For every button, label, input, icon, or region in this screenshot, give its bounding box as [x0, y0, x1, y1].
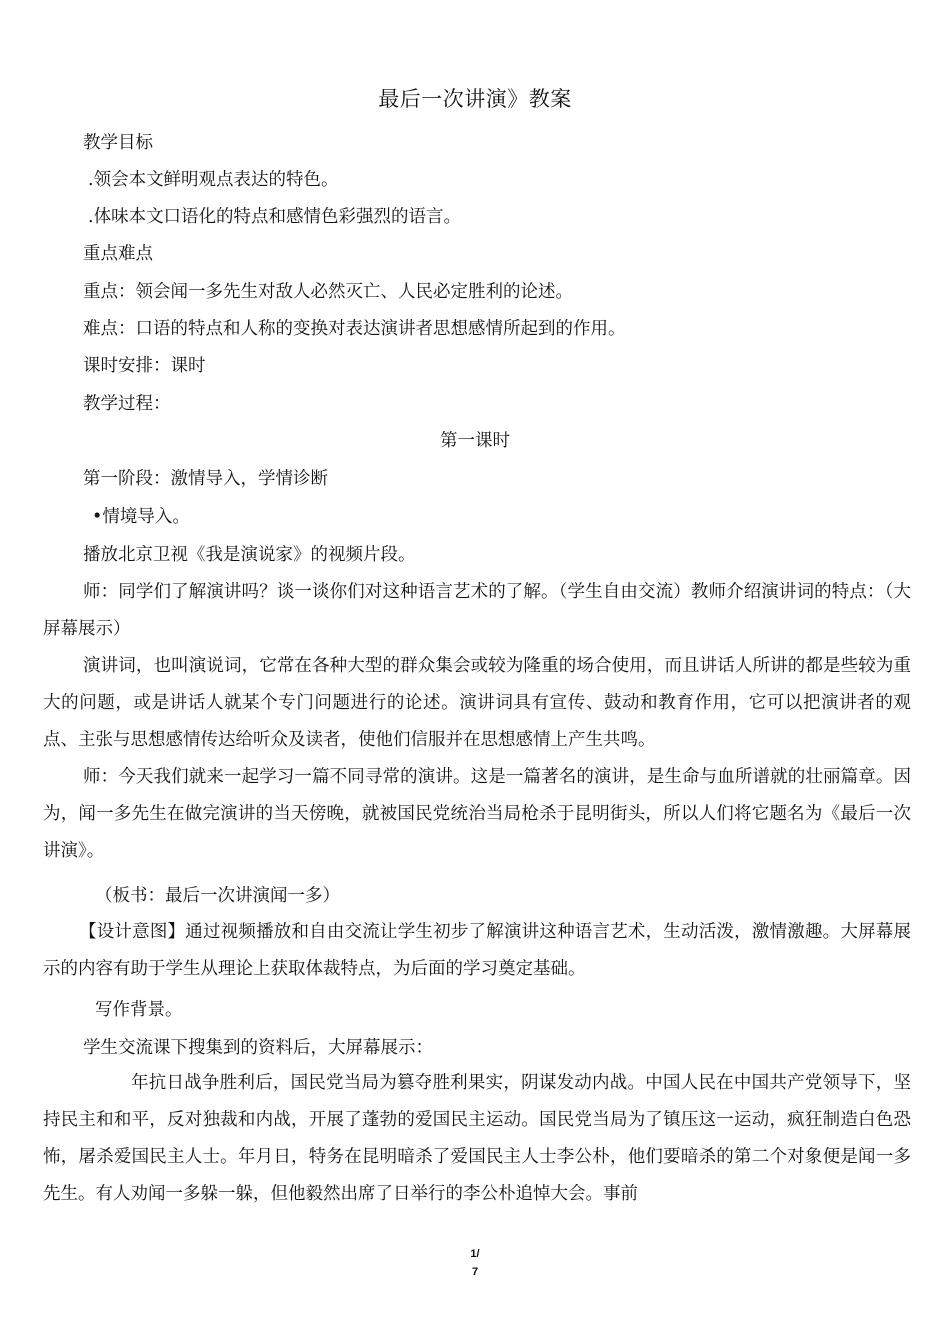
background-heading: 写作背景。 — [95, 1000, 183, 1020]
lesson-heading: 第一课时 — [440, 431, 510, 451]
difficult-point-text: 难点：口语的特点和人称的变换对表达演讲者思想感情所起到的作用。 — [83, 319, 626, 339]
background-paragraph: 年抗日战争胜利后，国民党当局为篡夺胜利果实，阴谋发动内战。中国人民在中国共产党领导下，坚持民主和和平，反对独裁和内战，开展了蓬勃的爱国民主运动。国民党当局为了镇压这一运动，疯狂制造白色恐怖，屠杀爱国民主人士。年月日，特务在昆明暗杀了爱国民主人士李公朴，他们要暗杀的第二个对象便是闻一多先生。有人劝闻一多躲一躲，但他毅然出席了日举行的李公朴追悼大会。事前 — [43, 1073, 911, 1204]
page-number — [0, 1247, 950, 1279]
speech-definition-paragraph: 演讲词，也叫演说词，它常在各种大型的群众集会或较为隆重的场合使用，而且讲话人所讲的都是些较为重大的问题，或是讲话人就某个专门问题进行的论述。演讲词具有宣传、鼓动和教育作用，它可以把演讲者的观点、主张与思想感情传达给听众及读者，使他们信服并在思想感情上产生共鸣。 — [43, 656, 911, 750]
process-heading: 教学过程： — [83, 394, 171, 414]
bullet-intro: •情境导入。 — [92, 507, 190, 527]
key-points-heading: 重点难点 — [83, 244, 153, 264]
play-video-text: 播放北京卫视《我是演说家》的视频片段。 — [83, 545, 416, 565]
schedule-text: 课时安排：课时 — [83, 356, 206, 376]
stage-heading: 第一阶段：激情导入，学情诊断 — [83, 469, 328, 489]
teacher-paragraph-2: 师：今天我们就来一起学习一篇不同寻常的演讲。这是一篇著名的演讲，是生命与血所谱就的壮丽篇章。因为，闻一多先生在做完演讲的当天傍晚，就被国民党统治当局枪杀于昆明街头，所以人们将它题名为《最后一次讲演》。 — [43, 767, 911, 861]
teacher-paragraph-1: 师：同学们了解演讲吗？谈一谈你们对这种语言艺术的了解。（学生自由交流）教师介绍演讲词的特点：（大屏幕展示） — [43, 582, 911, 639]
student-exchange-text: 学生交流课下搜集到的资料后，大屏幕展示： — [83, 1038, 433, 1058]
objectives-heading: 教学目标 — [83, 133, 153, 153]
page-number-total: 7 — [471, 1266, 479, 1278]
document-title: 最后一次讲演》教案 — [378, 87, 572, 111]
board-note: （板书：最后一次讲演闻一多） — [95, 886, 340, 906]
page-number-current: 1/ — [470, 1248, 480, 1260]
objective-item-1: .领会本文鲜明观点表达的特色。 — [88, 170, 339, 190]
key-point-text: 重点：领会闻一多先生对敌人必然灭亡、人民必定胜利的论述。 — [83, 282, 573, 302]
design-intent-paragraph: 【设计意图】通过视频播放和自由交流让学生初步了解演讲这种语言艺术，生动活泼，激情激趣。大屏幕展示的内容有助于学生从理论上获取体裁特点，为后面的学习奠定基础。 — [43, 922, 911, 979]
objective-item-2: .体味本文口语化的特点和感情色彩强烈的语言。 — [88, 207, 462, 227]
